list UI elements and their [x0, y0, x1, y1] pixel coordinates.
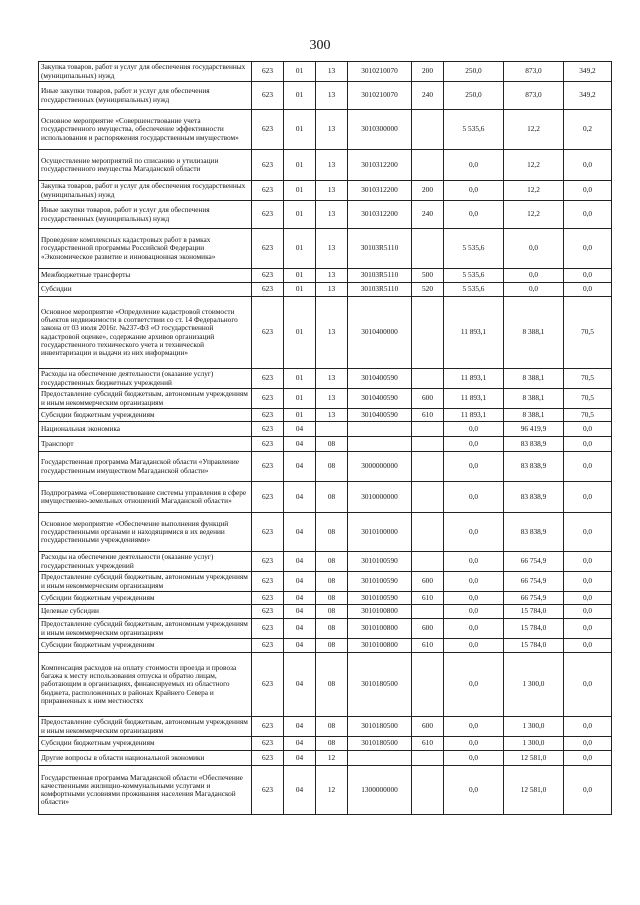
row-value-3-cell: 0,0 — [564, 552, 612, 572]
row-value-1-cell: 0,0 — [444, 653, 504, 717]
row-pr-cell: 13 — [316, 110, 348, 150]
row-vr-cell: 600 — [412, 619, 444, 639]
row-vr-cell: 200 — [412, 181, 444, 201]
row-vr-cell — [412, 552, 444, 572]
row-value-2-cell: 83 838,9 — [504, 437, 564, 452]
row-ved-cell: 623 — [252, 389, 284, 409]
row-value-2-cell: 1 300,0 — [504, 717, 564, 737]
row-rz-cell: 04 — [284, 605, 316, 619]
row-pr-cell: 08 — [316, 452, 348, 482]
row-value-3-cell: 0,0 — [564, 201, 612, 229]
row-csr-cell: 3010210070 — [348, 82, 412, 110]
row-vr-cell: 600 — [412, 717, 444, 737]
row-value-3-cell: 0,0 — [564, 766, 612, 815]
row-value-2-cell: 8 388,1 — [504, 389, 564, 409]
row-name-cell: Субсидии бюджетным учреждениям — [39, 737, 252, 751]
table-row — [39, 389, 612, 409]
row-ved-cell: 623 — [252, 737, 284, 751]
row-csr-cell: 3010100000 — [348, 513, 412, 552]
row-value-1-cell: 5 535,6 — [444, 229, 504, 269]
table-row — [39, 605, 612, 619]
row-pr-cell: 12 — [316, 751, 348, 766]
row-value-3-cell: 70,5 — [564, 297, 612, 369]
row-value-2-cell: 12 581,0 — [504, 751, 564, 766]
row-value-1-cell: 11 893,1 — [444, 297, 504, 369]
row-vr-cell — [412, 605, 444, 619]
row-value-3-cell: 0,0 — [564, 422, 612, 437]
table-row — [39, 437, 612, 452]
row-value-2-cell: 66 754,9 — [504, 572, 564, 592]
row-pr-cell: 13 — [316, 62, 348, 82]
row-csr-cell: 3010312200 — [348, 181, 412, 201]
row-value-2-cell: 12,2 — [504, 201, 564, 229]
row-value-3-cell: 70,5 — [564, 369, 612, 389]
row-vr-cell — [412, 766, 444, 815]
row-vr-cell: 200 — [412, 62, 444, 82]
row-value-1-cell: 0,0 — [444, 513, 504, 552]
row-csr-cell: 3010100800 — [348, 619, 412, 639]
row-rz-cell: 01 — [284, 150, 316, 181]
row-value-2-cell: 12,2 — [504, 150, 564, 181]
row-ved-cell: 623 — [252, 181, 284, 201]
row-vr-cell: 600 — [412, 572, 444, 592]
row-vr-cell: 240 — [412, 82, 444, 110]
row-value-2-cell: 8 388,1 — [504, 369, 564, 389]
row-value-3-cell: 0,0 — [564, 737, 612, 751]
row-csr-cell: 3010400590 — [348, 369, 412, 389]
row-vr-cell — [412, 369, 444, 389]
row-value-1-cell: 5 535,6 — [444, 110, 504, 150]
row-ved-cell: 623 — [252, 82, 284, 110]
row-name-cell: Государственная программа Магаданской области «Обеспечение качественными жилищно-коммунальными услугами и комфортными условиями проживания населения Магаданской области» — [39, 766, 252, 815]
row-vr-cell — [412, 751, 444, 766]
row-value-1-cell: 0,0 — [444, 717, 504, 737]
row-value-2-cell: 8 388,1 — [504, 409, 564, 422]
row-name-cell: Предоставление субсидий бюджетным, автономным учреждениям и иным некоммерческим организациям — [39, 717, 252, 737]
row-vr-cell — [412, 150, 444, 181]
row-rz-cell: 01 — [284, 409, 316, 422]
row-value-1-cell: 0,0 — [444, 437, 504, 452]
row-rz-cell: 01 — [284, 110, 316, 150]
row-value-1-cell: 0,0 — [444, 482, 504, 513]
row-value-3-cell: 0,0 — [564, 639, 612, 653]
row-rz-cell: 01 — [284, 389, 316, 409]
row-name-cell: Осуществление мероприятий по списанию и утилизации государственного имущества Магаданской области — [39, 150, 252, 181]
budget-table-body — [39, 62, 612, 815]
row-rz-cell: 01 — [284, 229, 316, 269]
row-value-3-cell: 349,2 — [564, 82, 612, 110]
row-value-1-cell: 0,0 — [444, 452, 504, 482]
row-value-3-cell: 0,0 — [564, 592, 612, 605]
row-csr-cell: 3010100590 — [348, 572, 412, 592]
row-ved-cell: 623 — [252, 201, 284, 229]
row-name-cell: Целевые субсидии — [39, 605, 252, 619]
row-value-1-cell: 0,0 — [444, 592, 504, 605]
row-vr-cell — [412, 110, 444, 150]
row-vr-cell: 520 — [412, 283, 444, 297]
row-name-cell: Межбюджетные трансферты — [39, 269, 252, 283]
table-row — [39, 513, 612, 552]
row-rz-cell: 01 — [284, 201, 316, 229]
row-value-1-cell: 5 535,6 — [444, 269, 504, 283]
row-csr-cell: 3010180500 — [348, 653, 412, 717]
row-csr-cell: 30103R5110 — [348, 229, 412, 269]
row-csr-cell: 3010180500 — [348, 717, 412, 737]
row-value-3-cell: 349,2 — [564, 62, 612, 82]
row-pr-cell: 13 — [316, 181, 348, 201]
row-value-3-cell: 0,0 — [564, 283, 612, 297]
row-value-1-cell: 0,0 — [444, 572, 504, 592]
row-vr-cell: 240 — [412, 201, 444, 229]
row-pr-cell: 08 — [316, 639, 348, 653]
row-rz-cell: 01 — [284, 297, 316, 369]
table-row — [39, 409, 612, 422]
row-csr-cell: 3010400000 — [348, 297, 412, 369]
row-ved-cell: 623 — [252, 110, 284, 150]
row-name-cell: Субсидии — [39, 283, 252, 297]
row-pr-cell: 13 — [316, 82, 348, 110]
row-name-cell: Компенсация расходов на оплату стоимости проезда и провоза багажа к месту использования отпуска и обратно лицам, работающим в организациях, финансируемых из областного бюджета, расположенных в районах Крайнего Севера и приравненных к ним местностях — [39, 653, 252, 717]
row-pr-cell: 08 — [316, 653, 348, 717]
row-vr-cell — [412, 297, 444, 369]
row-pr-cell: 13 — [316, 297, 348, 369]
row-csr-cell: 3010100590 — [348, 552, 412, 572]
table-row — [39, 653, 612, 717]
row-ved-cell: 623 — [252, 592, 284, 605]
row-vr-cell — [412, 422, 444, 437]
row-pr-cell: 08 — [316, 572, 348, 592]
table-row — [39, 717, 612, 737]
row-vr-cell — [412, 482, 444, 513]
page-number: 300 — [309, 38, 331, 53]
row-pr-cell: 08 — [316, 437, 348, 452]
row-value-1-cell: 11 893,1 — [444, 369, 504, 389]
table-row — [39, 639, 612, 653]
row-value-3-cell: 0,0 — [564, 513, 612, 552]
table-row — [39, 181, 612, 201]
row-csr-cell: 3010100800 — [348, 605, 412, 619]
row-value-2-cell: 8 388,1 — [504, 297, 564, 369]
table-row — [39, 201, 612, 229]
row-rz-cell: 04 — [284, 552, 316, 572]
row-name-cell: Основное мероприятие «Совершенствование учета государственного имущества, обеспечение эффективности использования и распоряжения государственным имуществом» — [39, 110, 252, 150]
table-row — [39, 269, 612, 283]
row-name-cell: Национальная экономика — [39, 422, 252, 437]
row-value-1-cell: 5 535,6 — [444, 283, 504, 297]
row-ved-cell: 623 — [252, 409, 284, 422]
row-name-cell: Расходы на обеспечение деятельности (оказание услуг) государственных бюджетных учреждений — [39, 369, 252, 389]
row-pr-cell: 13 — [316, 201, 348, 229]
row-value-2-cell: 873,0 — [504, 62, 564, 82]
table-row — [39, 552, 612, 572]
row-vr-cell — [412, 229, 444, 269]
row-ved-cell: 623 — [252, 297, 284, 369]
row-csr-cell: 3010300000 — [348, 110, 412, 150]
row-ved-cell: 623 — [252, 751, 284, 766]
table-row — [39, 297, 612, 369]
row-ved-cell: 623 — [252, 639, 284, 653]
row-value-3-cell: 0,0 — [564, 229, 612, 269]
row-ved-cell: 623 — [252, 422, 284, 437]
row-ved-cell: 623 — [252, 229, 284, 269]
row-csr-cell: 3010210070 — [348, 62, 412, 82]
row-csr-cell: 3010100800 — [348, 639, 412, 653]
row-pr-cell: 13 — [316, 269, 348, 283]
row-value-3-cell: 0,0 — [564, 482, 612, 513]
row-csr-cell: 3000000000 — [348, 452, 412, 482]
row-rz-cell: 04 — [284, 437, 316, 452]
row-value-3-cell: 0,0 — [564, 653, 612, 717]
row-value-1-cell: 0,0 — [444, 605, 504, 619]
row-name-cell: Субсидии бюджетным учреждениям — [39, 409, 252, 422]
row-value-3-cell: 0,0 — [564, 150, 612, 181]
row-vr-cell: 610 — [412, 737, 444, 751]
row-csr-cell — [348, 437, 412, 452]
row-value-1-cell: 250,0 — [444, 62, 504, 82]
row-value-2-cell: 83 838,9 — [504, 452, 564, 482]
table-row — [39, 229, 612, 269]
row-value-2-cell: 12 581,0 — [504, 766, 564, 815]
table-row — [39, 369, 612, 389]
row-name-cell: Проведение комплексных кадастровых работ в рамках государственной программы Российской Федерации «Экономическое развитие и инновационная экономика» — [39, 229, 252, 269]
row-value-2-cell: 66 754,9 — [504, 592, 564, 605]
row-vr-cell — [412, 452, 444, 482]
row-name-cell: Предоставление субсидий бюджетным, автономным учреждениям и иным некоммерческим организациям — [39, 619, 252, 639]
row-value-2-cell: 83 838,9 — [504, 482, 564, 513]
row-ved-cell: 623 — [252, 653, 284, 717]
row-value-1-cell: 0,0 — [444, 619, 504, 639]
row-rz-cell: 04 — [284, 639, 316, 653]
row-value-3-cell: 0,0 — [564, 269, 612, 283]
row-rz-cell: 04 — [284, 653, 316, 717]
row-rz-cell: 01 — [284, 283, 316, 297]
row-csr-cell: 30103R5110 — [348, 283, 412, 297]
row-value-2-cell: 83 838,9 — [504, 513, 564, 552]
table-row — [39, 422, 612, 437]
row-rz-cell: 04 — [284, 482, 316, 513]
row-value-2-cell: 0,0 — [504, 269, 564, 283]
row-value-3-cell: 0,0 — [564, 751, 612, 766]
row-ved-cell: 623 — [252, 269, 284, 283]
row-vr-cell: 610 — [412, 409, 444, 422]
row-ved-cell: 623 — [252, 437, 284, 452]
row-value-1-cell: 0,0 — [444, 150, 504, 181]
row-name-cell: Основное мероприятие «Обеспечение выполнения функций государственными органами и находящимися в их ведении государственными учреждениями» — [39, 513, 252, 552]
row-pr-cell: 13 — [316, 369, 348, 389]
table-row — [39, 110, 612, 150]
row-pr-cell: 08 — [316, 717, 348, 737]
row-value-1-cell: 0,0 — [444, 737, 504, 751]
row-pr-cell: 08 — [316, 592, 348, 605]
row-value-2-cell: 15 784,0 — [504, 605, 564, 619]
row-value-3-cell: 0,0 — [564, 437, 612, 452]
row-pr-cell: 12 — [316, 766, 348, 815]
row-name-cell: Транспорт — [39, 437, 252, 452]
row-value-2-cell: 1 300,0 — [504, 737, 564, 751]
row-ved-cell: 623 — [252, 369, 284, 389]
row-rz-cell: 04 — [284, 717, 316, 737]
row-rz-cell: 04 — [284, 572, 316, 592]
row-pr-cell — [316, 422, 348, 437]
row-name-cell: Другие вопросы в области национальной экономики — [39, 751, 252, 766]
row-ved-cell: 623 — [252, 482, 284, 513]
row-value-1-cell: 11 893,1 — [444, 409, 504, 422]
row-value-3-cell: 70,5 — [564, 409, 612, 422]
row-rz-cell: 04 — [284, 513, 316, 552]
row-vr-cell: 610 — [412, 592, 444, 605]
table-row — [39, 737, 612, 751]
row-pr-cell: 08 — [316, 513, 348, 552]
row-ved-cell: 623 — [252, 605, 284, 619]
row-ved-cell: 623 — [252, 513, 284, 552]
row-value-3-cell: 70,5 — [564, 389, 612, 409]
row-ved-cell: 623 — [252, 62, 284, 82]
row-value-3-cell: 0,2 — [564, 110, 612, 150]
row-ved-cell: 623 — [252, 766, 284, 815]
row-value-1-cell: 0,0 — [444, 751, 504, 766]
row-value-2-cell: 15 784,0 — [504, 639, 564, 653]
row-rz-cell: 01 — [284, 62, 316, 82]
row-name-cell: Субсидии бюджетным учреждениям — [39, 639, 252, 653]
row-value-3-cell: 0,0 — [564, 452, 612, 482]
row-value-3-cell: 0,0 — [564, 572, 612, 592]
row-pr-cell: 08 — [316, 482, 348, 513]
row-csr-cell: 3010000000 — [348, 482, 412, 513]
row-pr-cell: 08 — [316, 552, 348, 572]
row-rz-cell: 01 — [284, 369, 316, 389]
table-row — [39, 452, 612, 482]
row-csr-cell — [348, 751, 412, 766]
table-row — [39, 62, 612, 82]
table-row — [39, 572, 612, 592]
row-name-cell: Закупка товаров, работ и услуг для обеспечения государственных (муниципальных) нужд — [39, 62, 252, 82]
row-name-cell: Предоставление субсидий бюджетным, автономным учреждениям и иным некоммерческим организациям — [39, 572, 252, 592]
row-name-cell: Предоставление субсидий бюджетным, автономным учреждениям и иным некоммерческим организациям — [39, 389, 252, 409]
row-vr-cell: 610 — [412, 639, 444, 653]
table-row — [39, 283, 612, 297]
row-rz-cell: 04 — [284, 619, 316, 639]
row-rz-cell: 01 — [284, 269, 316, 283]
row-csr-cell: 3010312200 — [348, 150, 412, 181]
row-name-cell: Подпрограмма «Совершенствование системы управления в сфере имущественно-земельных отношений Магаданской области» — [39, 482, 252, 513]
row-value-1-cell: 250,0 — [444, 82, 504, 110]
row-pr-cell: 13 — [316, 229, 348, 269]
table-row — [39, 592, 612, 605]
row-rz-cell: 01 — [284, 181, 316, 201]
row-ved-cell: 623 — [252, 572, 284, 592]
row-pr-cell: 13 — [316, 389, 348, 409]
row-pr-cell: 08 — [316, 605, 348, 619]
row-value-3-cell: 0,0 — [564, 605, 612, 619]
row-csr-cell: 3010312200 — [348, 201, 412, 229]
row-rz-cell: 04 — [284, 751, 316, 766]
row-name-cell: Основное мероприятие «Определение кадастровой стоимости объектов недвижимости в соответствии со ст. 14 Федерального закона от 03 июля 2016г. №237-ФЗ «О государственной кадастровой оценке», содержание архивов организаций государственного технического учета и технической инвентаризации и выдачи из них информации» — [39, 297, 252, 369]
table-row — [39, 482, 612, 513]
row-ved-cell: 623 — [252, 150, 284, 181]
row-value-3-cell: 0,0 — [564, 717, 612, 737]
row-rz-cell: 04 — [284, 422, 316, 437]
row-ved-cell: 623 — [252, 717, 284, 737]
row-value-2-cell: 96 419,9 — [504, 422, 564, 437]
table-row — [39, 619, 612, 639]
row-csr-cell: 3010180500 — [348, 737, 412, 751]
row-value-2-cell: 66 754,9 — [504, 552, 564, 572]
row-rz-cell: 04 — [284, 737, 316, 751]
row-name-cell: Субсидии бюджетным учреждениям — [39, 592, 252, 605]
row-name-cell: Иные закупки товаров, работ и услуг для обеспечения государственных (муниципальных) нужд — [39, 201, 252, 229]
row-csr-cell — [348, 422, 412, 437]
row-value-2-cell: 15 784,0 — [504, 619, 564, 639]
row-csr-cell: 1300000000 — [348, 766, 412, 815]
table-row — [39, 82, 612, 110]
row-pr-cell: 13 — [316, 283, 348, 297]
row-rz-cell: 04 — [284, 766, 316, 815]
row-value-1-cell: 0,0 — [444, 422, 504, 437]
row-vr-cell — [412, 513, 444, 552]
row-csr-cell: 3010100590 — [348, 592, 412, 605]
row-value-1-cell: 0,0 — [444, 766, 504, 815]
row-vr-cell: 500 — [412, 269, 444, 283]
table-row — [39, 766, 612, 815]
row-value-2-cell: 12,2 — [504, 110, 564, 150]
row-value-2-cell: 1 300,0 — [504, 653, 564, 717]
row-csr-cell: 3010400590 — [348, 389, 412, 409]
row-value-1-cell: 11 893,1 — [444, 389, 504, 409]
row-value-1-cell: 0,0 — [444, 201, 504, 229]
row-value-3-cell: 0,0 — [564, 619, 612, 639]
table-row — [39, 751, 612, 766]
row-name-cell: Закупка товаров, работ и услуг для обеспечения государственных (муниципальных) нужд — [39, 181, 252, 201]
table-row — [39, 150, 612, 181]
row-rz-cell: 01 — [284, 82, 316, 110]
row-pr-cell: 13 — [316, 150, 348, 181]
row-value-1-cell: 0,0 — [444, 181, 504, 201]
row-vr-cell — [412, 437, 444, 452]
row-value-2-cell: 873,0 — [504, 82, 564, 110]
budget-table — [38, 61, 612, 815]
row-value-2-cell: 12,2 — [504, 181, 564, 201]
row-csr-cell: 3010400590 — [348, 409, 412, 422]
row-vr-cell — [412, 653, 444, 717]
row-name-cell: Расходы на обеспечение деятельности (оказание услуг) государственных учреждений — [39, 552, 252, 572]
row-value-1-cell: 0,0 — [444, 552, 504, 572]
row-value-3-cell: 0,0 — [564, 181, 612, 201]
row-value-2-cell: 0,0 — [504, 283, 564, 297]
row-ved-cell: 623 — [252, 619, 284, 639]
row-csr-cell: 30103R5110 — [348, 269, 412, 283]
row-rz-cell: 04 — [284, 592, 316, 605]
row-ved-cell: 623 — [252, 552, 284, 572]
row-ved-cell: 623 — [252, 283, 284, 297]
row-pr-cell: 08 — [316, 619, 348, 639]
row-value-2-cell: 0,0 — [504, 229, 564, 269]
row-ved-cell: 623 — [252, 452, 284, 482]
row-vr-cell: 600 — [412, 389, 444, 409]
row-name-cell: Государственная программа Магаданской области «Управление государственным имуществом Магаданской области» — [39, 452, 252, 482]
row-value-1-cell: 0,0 — [444, 639, 504, 653]
row-pr-cell: 08 — [316, 737, 348, 751]
row-name-cell: Иные закупки товаров, работ и услуг для обеспечения государственных (муниципальных) нужд — [39, 82, 252, 110]
row-pr-cell: 13 — [316, 409, 348, 422]
row-rz-cell: 04 — [284, 452, 316, 482]
